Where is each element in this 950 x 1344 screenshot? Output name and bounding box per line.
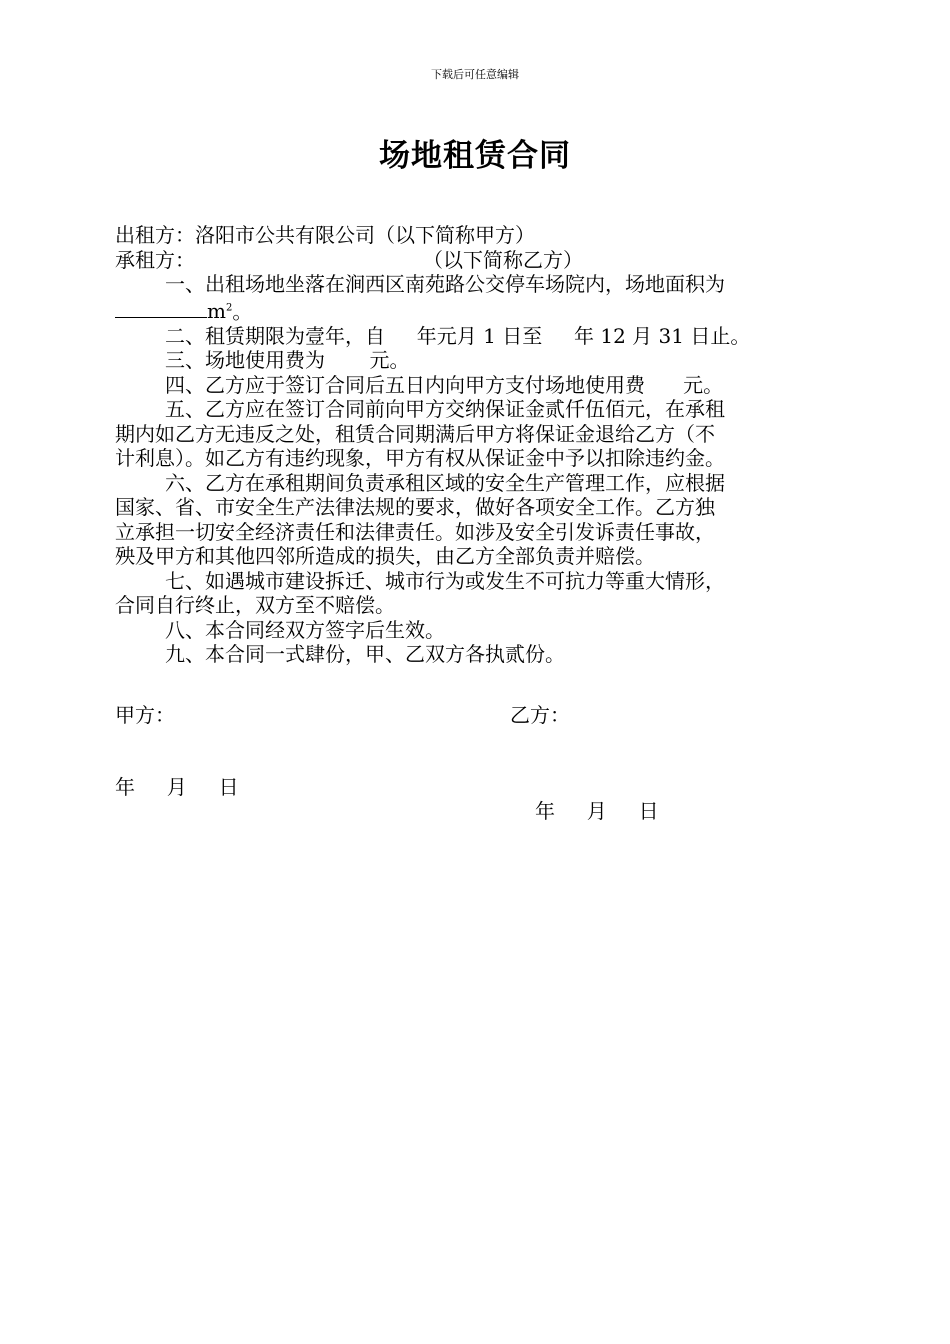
- clause-5-line: 期内如乙方无违反之处，租赁合同期满后甲方将保证金退给乙方（不: [115, 421, 715, 446]
- clause-7-line: 合同自行终止，双方至不赔偿。: [115, 593, 395, 618]
- date-row: [115, 747, 845, 823]
- document-title: 场地租赁合同: [379, 138, 571, 174]
- clause-3: 三、场地使用费为 元。: [165, 348, 410, 373]
- area-blank: [115, 299, 207, 318]
- clause-1-line-2: $m^2$。: [115, 297, 845, 324]
- date-party-a: 年 月 日: [115, 775, 239, 799]
- clause-6-line: 立承担一切安全经济责任和法律责任。如涉及安全引发诉责任事故，: [115, 519, 715, 544]
- lessee-label: 承租方：: [115, 247, 195, 272]
- lessee-suffix: （以下简称乙方）: [423, 247, 583, 272]
- clause-8: 八、本合同经双方签字后生效。: [165, 617, 445, 642]
- date-party-b: 年 月 日: [535, 799, 659, 823]
- party-a-label: 甲方：: [115, 703, 175, 727]
- clause-5-line: 计利息）。如乙方有违约现象，甲方有权从保证金中予以扣除违约金。: [115, 446, 725, 471]
- clause-2: 二、租赁期限为壹年，自 年元月 1 日至 年 12 月 31 日止。: [165, 323, 751, 348]
- clause-4: 四、乙方应于签订合同后五日内向甲方支付场地使用费 元。: [165, 372, 724, 397]
- header-note: 下载后可任意编辑: [431, 68, 519, 81]
- clause-6-line: 殃及甲方和其他四邻所造成的损失，由乙方全部负责并赔偿。: [115, 544, 655, 569]
- clause-1-line-1: 一、出租场地坐落在涧西区南苑路公交停车场院内，场地面积为: [165, 272, 725, 296]
- lessor-line: 出租方：洛阳市公共有限公司（以下简称甲方）: [115, 223, 535, 247]
- party-b-label: 乙方：: [510, 703, 570, 727]
- clause-7-line: 七、如遇城市建设拆迁、城市行为或发生不可抗力等重大情形，: [165, 568, 725, 593]
- clause-5-line: 五、乙方应在签订合同前向甲方交纳保证金贰仟伍佰元，在承租: [165, 397, 725, 422]
- lessee-line: [115, 248, 845, 273]
- clause-6-line: 六、乙方在承租期间负责承租区域的安全生产管理工作，应根据: [165, 470, 725, 495]
- contract-body: [115, 223, 845, 667]
- clause-9: 九、本合同一式肆份，甲、乙双方各执贰份。: [165, 642, 565, 667]
- area-unit: $m^2$: [207, 299, 233, 324]
- clause-6-line: 国家、省、市安全生产法律法规的要求，做好各项安全工作。乙方独: [115, 495, 715, 520]
